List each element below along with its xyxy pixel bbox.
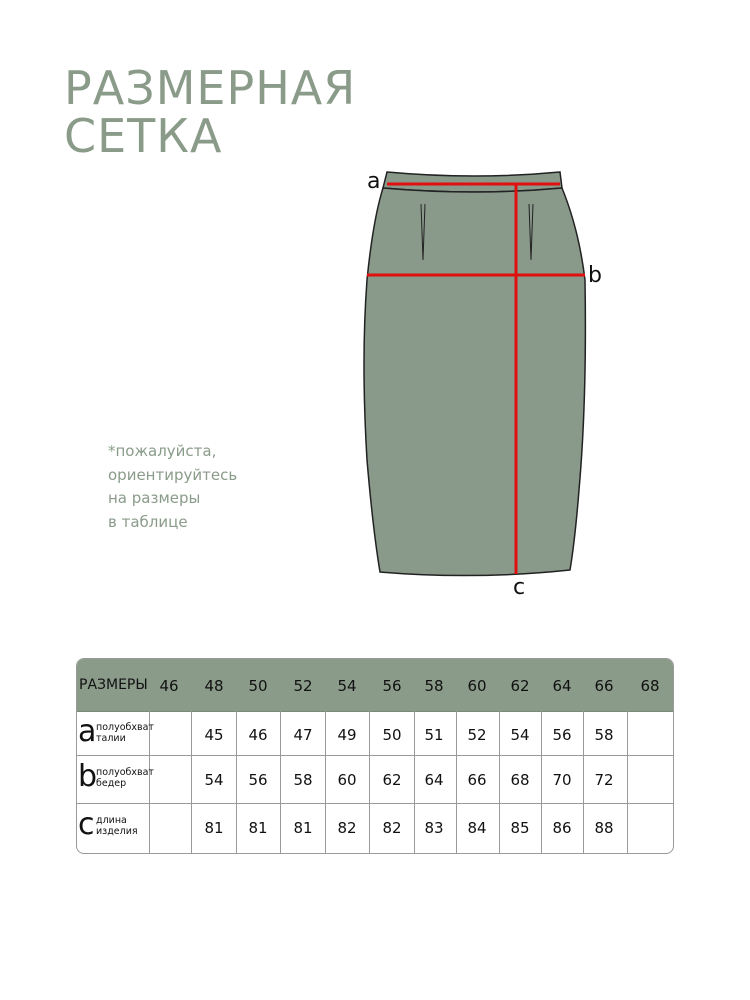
size-header-cell: 62 bbox=[510, 677, 530, 695]
size-note bbox=[108, 440, 237, 534]
size-header-cell: 50 bbox=[248, 677, 268, 695]
table-cell: 85 bbox=[510, 819, 530, 837]
table-cell: 60 bbox=[337, 771, 357, 789]
table-cell: 72 bbox=[594, 771, 614, 789]
size-header-cell: 56 bbox=[382, 677, 402, 695]
table-cell: 50 bbox=[382, 726, 402, 744]
skirt-waistband bbox=[383, 172, 562, 192]
measure-label-c: c bbox=[513, 575, 526, 600]
table-cell: 62 bbox=[382, 771, 402, 789]
size-header-cell: 64 bbox=[552, 677, 572, 695]
row-letter: a bbox=[78, 714, 97, 749]
size-table bbox=[76, 658, 674, 854]
table-cell: 66 bbox=[467, 771, 487, 789]
size-header-cell: 66 bbox=[594, 677, 614, 695]
table-cell: 54 bbox=[510, 726, 530, 744]
measure-label-a: a bbox=[367, 169, 381, 194]
row-letter: b bbox=[78, 759, 98, 794]
table-cell: 86 bbox=[552, 819, 572, 837]
table-cell: 64 bbox=[424, 771, 444, 789]
table-cell: 45 bbox=[204, 726, 224, 744]
table-cell: 52 bbox=[467, 726, 487, 744]
table-row bbox=[77, 804, 673, 852]
table-cell: 70 bbox=[552, 771, 572, 789]
row-description: полуобхват бедер bbox=[96, 767, 154, 789]
table-cell: 49 bbox=[337, 726, 357, 744]
title-line-1: РАЗМЕРНАЯ bbox=[64, 61, 357, 115]
size-header-cell: 58 bbox=[424, 677, 444, 695]
table-row bbox=[77, 711, 673, 759]
table-cell: 58 bbox=[594, 726, 614, 744]
size-table-header bbox=[77, 659, 673, 712]
skirt-body bbox=[364, 188, 585, 576]
size-header-cell: 60 bbox=[467, 677, 487, 695]
size-header-cell: 52 bbox=[293, 677, 313, 695]
note-line-1: *пожалуйста, bbox=[108, 442, 217, 460]
title-line-2: СЕТКА bbox=[64, 109, 223, 163]
table-cell: 83 bbox=[424, 819, 444, 837]
table-cell: 81 bbox=[248, 819, 268, 837]
note-line-3: на размеры bbox=[108, 489, 201, 507]
table-cell: 82 bbox=[382, 819, 402, 837]
row-letter: c bbox=[78, 807, 95, 842]
table-cell: 82 bbox=[337, 819, 357, 837]
table-cell: 81 bbox=[204, 819, 224, 837]
note-line-4: в таблице bbox=[108, 512, 188, 531]
table-cell: 88 bbox=[594, 819, 614, 837]
row-description: полуобхват талии bbox=[96, 722, 154, 744]
page-title bbox=[64, 61, 357, 163]
size-header-cell: 68 bbox=[640, 677, 660, 695]
size-header-label: РАЗМЕРЫ bbox=[79, 677, 148, 693]
table-cell: 56 bbox=[248, 771, 268, 789]
table-cell: 51 bbox=[424, 726, 444, 744]
measure-label-b: b bbox=[588, 263, 602, 288]
size-header-cell: 48 bbox=[204, 677, 224, 695]
table-cell: 56 bbox=[552, 726, 572, 744]
note-line-2: ориентируйтесь bbox=[108, 465, 238, 484]
table-row bbox=[77, 756, 673, 804]
size-header-cell: 46 bbox=[159, 677, 179, 695]
size-header-cell: 54 bbox=[337, 677, 357, 695]
table-cell: 58 bbox=[293, 771, 313, 789]
skirt-diagram bbox=[355, 160, 605, 600]
table-cell: 46 bbox=[248, 726, 268, 744]
table-cell: 81 bbox=[293, 819, 313, 837]
table-cell: 84 bbox=[467, 819, 487, 837]
table-cell: 68 bbox=[510, 771, 530, 789]
row-description: длина изделия bbox=[96, 815, 138, 837]
table-cell: 47 bbox=[293, 726, 313, 744]
table-cell: 54 bbox=[204, 771, 224, 789]
